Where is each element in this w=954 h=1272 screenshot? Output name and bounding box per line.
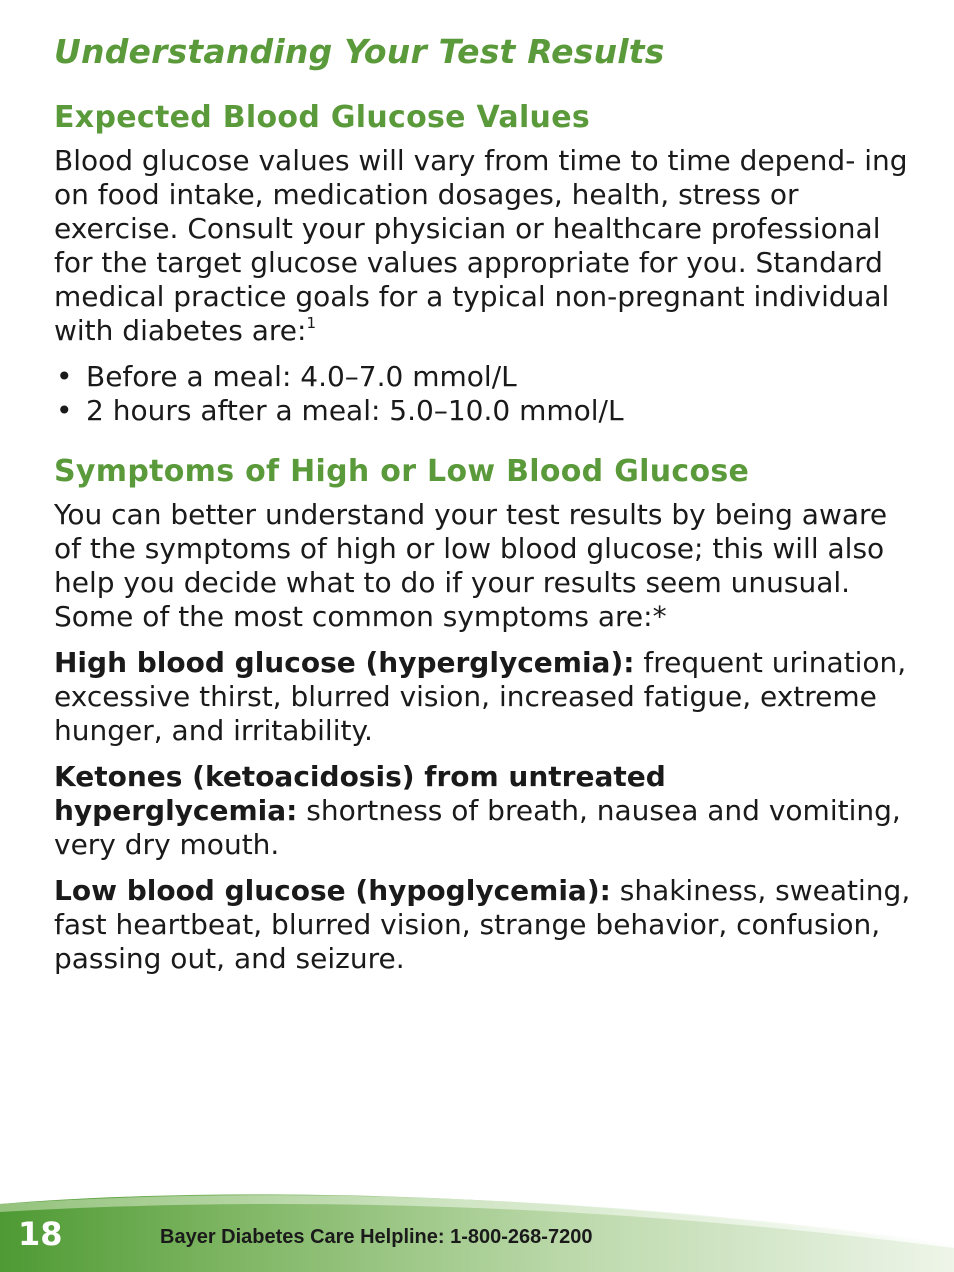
page-content	[54, 30, 914, 988]
page-number: 18	[18, 1215, 63, 1253]
list-item-text: Before a meal: 4.0–7.0 mmol/L	[86, 360, 517, 393]
page-title: Understanding Your Test Results	[54, 32, 665, 71]
footnote-mark: 1	[306, 314, 316, 332]
symptom-description: frequent urination, excessive thirst, blurred vision, increased fatigue, extreme hunger, and irritability.	[54, 646, 907, 747]
symptom-term: Low blood glucose (hypoglycemia):	[54, 874, 611, 907]
symptom-term: High blood glucose (hyperglycemia):	[54, 646, 635, 679]
symptom-description: shortness of breath, nausea and vomiting, very dry mouth.	[54, 794, 901, 861]
expected-values-paragraph	[54, 144, 914, 348]
list-item-text: 2 hours after a meal: 5.0–10.0 mmol/L	[86, 394, 624, 427]
bullet-icon: •	[56, 394, 73, 427]
expected-values-text: Blood glucose values will vary from time to time depend- ing on food intake, medication dosages, health, stress or exercise. Consult your physician or healthcare professional for the target glucose values appropriate for you. Standard medical practice goals for a typical non-pregnant individual with diabetes are:	[54, 144, 908, 347]
page-footer	[0, 1186, 954, 1272]
section-heading-symptoms: Symptoms of High or Low Blood Glucose	[54, 454, 750, 489]
list-item	[54, 360, 914, 394]
list-item	[54, 394, 914, 428]
bullet-icon: •	[56, 360, 73, 393]
symptom-ketones	[54, 760, 914, 862]
target-values-list	[54, 360, 914, 428]
helpline-text: Bayer Diabetes Care Helpline: 1-800-268-7200	[160, 1226, 593, 1248]
symptom-low-glucose	[54, 874, 914, 976]
symptom-description: shakiness, sweating, fast heartbeat, blurred vision, strange behavior, confusion, passing out, and seizure.	[54, 874, 911, 975]
symptom-term: Ketones (ketoacidosis) from untreated hyperglycemia:	[54, 760, 666, 827]
symptoms-intro: You can better understand your test results by being aware of the symptoms of high or low blood glucose; this will also help you decide what to do if your results seem unusual. Some of the most common symptoms are:*	[54, 498, 888, 633]
symptom-high-glucose	[54, 646, 914, 748]
section-heading-expected-values: Expected Blood Glucose Values	[54, 100, 591, 135]
